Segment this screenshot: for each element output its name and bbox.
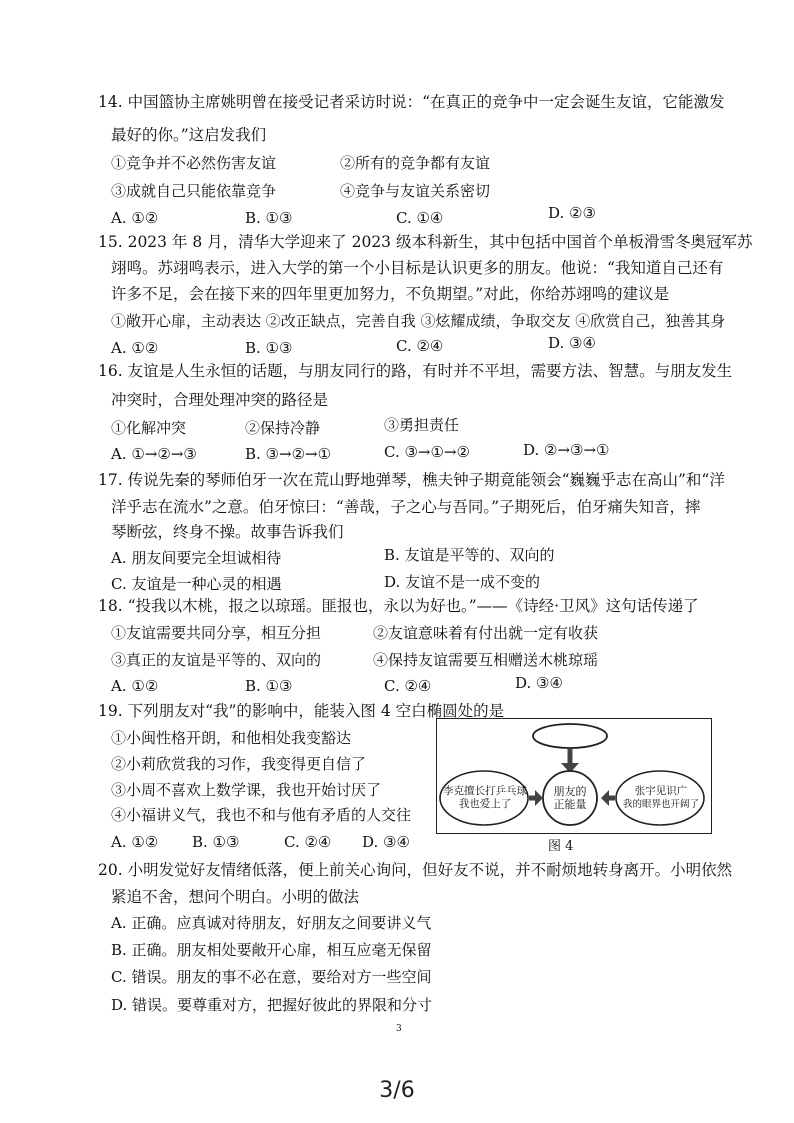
q15-choice-c: C. ②④ [396, 337, 444, 355]
q20-stem-line2: 紧追不舍，想问个明白。小明的做法 [111, 888, 360, 906]
q17-choice-a: A. 朋友间要完全坦诚相待 [111, 549, 282, 567]
figure-4 [436, 718, 712, 834]
arrow-left-head [601, 790, 609, 806]
q19-choice-d: D. ③④ [362, 833, 410, 851]
left-text-1: 李克擅长打乒乓球 [443, 785, 527, 797]
q15-choice-a: A. ①② [111, 339, 159, 357]
q18-statement-1: ①友谊需要共同分享，相互分担 [111, 624, 322, 642]
arrow-right-head [535, 790, 543, 806]
q18-statement-3: ③真正的友谊是平等的、双向的 [111, 651, 322, 669]
q14-statement-2: ②所有的竞争都有友谊 [340, 154, 491, 172]
q15-stem-line1: 15. 2023 年 8 月，清华大学迎来了 2023 级本科新生，其中包括中国首个单板滑雪冬奥冠军苏 [98, 233, 753, 251]
q15-statements: ①敞开心扉，主动表达 ②改正缺点，完善自我 ③炫耀成绩，争取交友 ④欣赏自己，独善其身 [111, 312, 726, 330]
q17-choice-d: D. 友谊不是一成不变的 [384, 573, 541, 591]
q15-choice-d: D. ③④ [548, 334, 596, 352]
q18-statement-2: ②友谊意味着有付出就一定有收获 [373, 624, 599, 642]
q16-stem-line2: 冲突时，合理处理冲突的路径是 [111, 391, 329, 409]
q16-stem-line1: 16. 友谊是人生永恒的话题，与朋友同行的路，有时并不平坦，需要方法、智慧。与朋友发生 [98, 362, 733, 380]
q16-choice-c: C. ③→①→② [384, 443, 470, 461]
page-number: 3 [396, 1024, 402, 1034]
q16-choice-b: B. ③→②→① [245, 445, 332, 463]
q14-stem-line2: 最好的你。”这启发我们 [111, 126, 267, 144]
center-text-2: 正能量 [553, 798, 587, 811]
figure-4-caption: 图 4 [548, 839, 574, 854]
q17-stem-line3: 琴断弦，终身不操。故事告诉我们 [111, 523, 344, 541]
q16-statement-2: ②保持冷静 [245, 419, 321, 437]
q18-stem-line1: 18. “投我以木桃，报之以琼瑶。匪报也，永以为好也。”——《诗经·卫风》这句话传递了 [98, 597, 699, 615]
q14-choice-b: B. ①③ [245, 209, 293, 227]
center-text-1: 朋友的 [553, 785, 587, 798]
q18-choice-b: B. ①③ [245, 677, 293, 695]
q20-stem-line1: 20. 小明发觉好友情绪低落，便上前关心询问，但好友不说，并不耐烦地转身离开。小明依然 [98, 861, 733, 879]
q20-choice-a: A. 正确。应真诚对待朋友，好朋友之间要讲义气 [111, 914, 432, 932]
q18-choice-c: C. ②④ [384, 677, 432, 695]
q19-choice-b: B. ①③ [192, 833, 240, 851]
q15-stem-line3: 许多不足，会在接下来的四年里更加努力，不负期望。”对此，你给苏翊鸣的建议是 [111, 285, 670, 303]
q16-choice-a: A. ①→②→③ [111, 445, 197, 463]
q15-choice-b: B. ①③ [245, 339, 293, 357]
blank-ellipse [533, 724, 607, 748]
q18-choice-d: D. ③④ [515, 674, 563, 692]
q19-statement-3: ③小周不喜欢上数学课，我也开始讨厌了 [111, 781, 382, 799]
q17-choice-c: C. 友谊是一种心灵的相遇 [111, 575, 282, 593]
q14-choice-a: A. ①② [111, 209, 159, 227]
left-text-2: 我也爱上了 [458, 798, 512, 810]
q14-stem-line1: 14. 中国篮协主席姚明曾在接受记者采访时说：“在真正的竞争中一定会诞生友谊，它能激发 [98, 93, 725, 111]
q19-statement-2: ②小莉欣赏我的习作，我变得更自信了 [111, 755, 367, 773]
q18-choice-a: A. ①② [111, 677, 159, 695]
q20-choice-d: D. 错误。要尊重对方，把握好彼此的界限和分寸 [111, 996, 433, 1014]
q14-statement-3: ③成就自己只能依靠竞争 [111, 182, 277, 200]
q17-choice-b: B. 友谊是平等的、双向的 [384, 546, 555, 564]
q16-statement-3: ③勇担责任 [384, 416, 460, 434]
page-counter: 3/6 [379, 1078, 415, 1103]
q16-choice-d: D. ②→③→① [523, 441, 610, 459]
q19-choice-c: C. ②④ [284, 833, 332, 851]
q14-choice-c: C. ①④ [396, 209, 444, 227]
right-text-2: 我的眼界也开阔了 [622, 799, 699, 810]
q20-choice-c: C. 错误。朋友的事不必在意，要给对方一些空间 [111, 968, 432, 986]
q19-statement-4: ④小福讲义气，我也不和与他有矛盾的人交往 [111, 806, 412, 824]
q19-statement-1: ①小闽性格开朗，和他相处我变豁达 [111, 729, 352, 747]
q14-statement-1: ①竞争并不必然伤害友谊 [111, 154, 277, 172]
q20-choice-b: B. 正确。朋友相处要敞开心扉，相互应毫无保留 [111, 941, 432, 959]
q17-stem-line2: 洋乎志在流水”之意。伯牙惊曰：“善哉，子之心与吾同。”子期死后，伯牙痛失知音，摔 [111, 498, 701, 516]
q14-statement-4: ④竞争与友谊关系密切 [340, 182, 491, 200]
q14-choice-d: D. ②③ [548, 204, 596, 222]
q18-statement-4: ④保持友谊需要互相赠送木桃琼瑶 [373, 651, 599, 669]
q15-stem-line2: 翊鸣。苏翊鸣表示，进入大学的第一个小目标是认识更多的朋友。他说：“我知道自己还有 [111, 259, 724, 277]
figure-4-diagram [437, 719, 710, 832]
q17-stem-line1: 17. 传说先秦的琴师伯牙一次在荒山野地弹琴，樵夫钟子期竟能领会“巍巍乎志在高山”和“洋 [98, 471, 725, 489]
q19-stem-line1: 19. 下列朋友对“我”的影响中，能装入图 4 空白椭圆处的是 [98, 702, 505, 720]
right-text-1: 张宇见识广 [634, 785, 688, 797]
q16-statement-1: ①化解冲突 [111, 419, 187, 437]
q19-choice-a: A. ①② [111, 833, 159, 851]
